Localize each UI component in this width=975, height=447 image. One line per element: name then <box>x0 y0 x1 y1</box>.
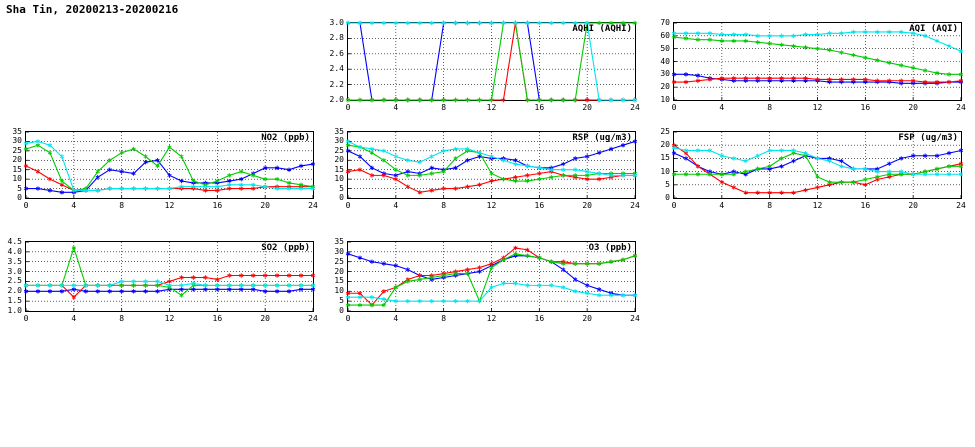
y-tick-label: 50 <box>660 43 670 53</box>
chart-panel-aqhi <box>329 18 640 115</box>
x-tick-label: 20 <box>582 314 592 323</box>
x-tick-label: 0 <box>345 103 351 112</box>
chart-panel-so2 <box>7 237 318 326</box>
x-tick-label: 20 <box>260 201 270 210</box>
x-tick-label: 16 <box>212 314 223 323</box>
y-tick-label: 2.8 <box>329 33 344 43</box>
x-tick-label: 20 <box>582 103 592 112</box>
plot-title: SO2 (ppb) <box>261 243 310 253</box>
y-tick-label: 1.0 <box>7 306 22 315</box>
x-tick-label: 0 <box>23 314 29 323</box>
x-tick-label: 8 <box>119 201 125 210</box>
y-tick-label: 10 <box>334 174 344 184</box>
x-tick-label: 16 <box>534 314 545 323</box>
x-tick-label: 20 <box>908 103 918 112</box>
y-tick-label: 25 <box>334 256 344 266</box>
y-tick-label: 5 <box>17 183 22 193</box>
x-tick-label: 4 <box>393 314 399 323</box>
y-tick-label: 20 <box>334 155 344 165</box>
y-tick-label: 5 <box>339 183 344 193</box>
x-tick-label: 0 <box>671 103 677 112</box>
x-tick-label: 4 <box>393 201 399 210</box>
y-tick-label: 20 <box>660 82 670 92</box>
x-tick-label: 20 <box>260 314 270 323</box>
chart-panel-no2 <box>12 127 318 213</box>
x-tick-label: 16 <box>860 201 871 210</box>
plot-title: NO2 (ppb) <box>261 133 310 143</box>
plot-title: FSP (ug/m3) <box>898 133 958 143</box>
y-tick-label: 5 <box>665 179 670 189</box>
x-tick-label: 12 <box>486 314 497 323</box>
y-tick-label: 4.0 <box>7 246 22 256</box>
y-tick-label: 3.5 <box>7 256 22 266</box>
x-tick-label: 8 <box>441 314 447 323</box>
x-tick-label: 20 <box>908 201 918 210</box>
y-tick-label: 40 <box>660 56 670 66</box>
x-tick-label: 0 <box>23 201 29 210</box>
x-tick-label: 24 <box>308 201 318 210</box>
plot-title: O3 (ppb) <box>588 243 632 253</box>
y-tick-label: 25 <box>334 145 344 155</box>
x-tick-label: 16 <box>860 103 871 112</box>
y-tick-label: 20 <box>334 266 344 276</box>
x-tick-label: 12 <box>486 103 497 112</box>
x-tick-label: 24 <box>630 103 640 112</box>
y-tick-label: 0 <box>17 193 22 202</box>
y-tick-label: 25 <box>660 127 670 136</box>
y-tick-label: 4.5 <box>7 237 22 246</box>
y-tick-label: 20 <box>12 155 22 165</box>
x-tick-label: 24 <box>308 314 318 323</box>
x-tick-label: 4 <box>719 103 725 112</box>
x-tick-label: 8 <box>767 201 773 210</box>
y-tick-label: 15 <box>12 164 22 174</box>
plot-canvas <box>347 22 636 115</box>
y-tick-label: 10 <box>660 166 670 176</box>
plot-title: RSP (ug/m3) <box>572 133 632 143</box>
x-tick-label: 12 <box>164 201 175 210</box>
y-tick-label: 2.5 <box>7 276 22 286</box>
y-tick-label: 2.0 <box>329 95 344 104</box>
page-title: Sha Tin, 20200213-20200216 <box>6 3 179 16</box>
y-tick-label: 30 <box>12 136 22 146</box>
x-tick-label: 24 <box>630 314 640 323</box>
y-tick-label: 20 <box>660 140 670 150</box>
x-tick-label: 0 <box>671 201 677 210</box>
y-tick-label: 10 <box>660 95 670 104</box>
x-tick-label: 4 <box>71 201 77 210</box>
x-tick-label: 12 <box>812 201 823 210</box>
y-tick-label: 2.0 <box>7 286 22 296</box>
x-tick-label: 16 <box>534 103 545 112</box>
x-tick-label: 20 <box>582 201 592 210</box>
y-tick-label: 35 <box>334 127 344 136</box>
x-tick-label: 12 <box>812 103 823 112</box>
x-tick-label: 0 <box>345 314 351 323</box>
plot-title: AQHI (AQHI) <box>572 24 632 34</box>
y-tick-label: 3.0 <box>329 18 344 27</box>
x-tick-label: 24 <box>956 201 966 210</box>
x-tick-label: 16 <box>534 201 545 210</box>
x-tick-label: 4 <box>71 314 77 323</box>
y-tick-label: 30 <box>334 246 344 256</box>
x-tick-label: 24 <box>956 103 966 112</box>
y-tick-label: 0 <box>665 193 670 202</box>
chart-panel-o3 <box>334 237 640 326</box>
x-tick-label: 8 <box>119 314 125 323</box>
data-series <box>346 252 637 308</box>
y-tick-label: 2.6 <box>329 48 344 58</box>
y-tick-label: 70 <box>660 18 670 27</box>
grid-lines <box>348 23 635 100</box>
y-tick-label: 25 <box>12 145 22 155</box>
y-tick-label: 3.0 <box>7 266 22 276</box>
y-tick-label: 30 <box>660 69 670 79</box>
x-tick-label: 12 <box>486 201 497 210</box>
y-tick-label: 15 <box>334 164 344 174</box>
y-tick-label: 1.5 <box>7 296 22 306</box>
x-tick-label: 0 <box>345 201 351 210</box>
x-tick-label: 8 <box>441 201 447 210</box>
y-tick-label: 15 <box>334 276 344 286</box>
x-tick-label: 24 <box>630 201 640 210</box>
x-tick-label: 4 <box>393 103 399 112</box>
x-tick-label: 4 <box>719 201 725 210</box>
y-tick-label: 30 <box>334 136 344 146</box>
y-tick-label: 60 <box>660 30 670 40</box>
y-tick-label: 15 <box>660 153 670 163</box>
plot-title: AQI (AQI) <box>909 24 958 34</box>
y-tick-label: 10 <box>334 286 344 296</box>
y-tick-label: 5 <box>339 296 344 306</box>
x-tick-label: 16 <box>212 201 223 210</box>
y-tick-label: 35 <box>334 237 344 246</box>
chart-panel-fsp <box>660 127 966 213</box>
y-tick-label: 0 <box>339 306 344 315</box>
plot-canvas <box>673 22 962 115</box>
chart-panel-aqi <box>660 18 966 115</box>
x-tick-label: 8 <box>767 103 773 112</box>
x-tick-label: 8 <box>441 103 447 112</box>
y-tick-label: 2.4 <box>329 64 344 74</box>
y-tick-label: 35 <box>12 127 22 136</box>
y-tick-label: 10 <box>12 174 22 184</box>
x-tick-label: 12 <box>164 314 175 323</box>
y-tick-label: 2.2 <box>329 79 344 89</box>
y-tick-label: 0 <box>339 193 344 202</box>
chart-panel-rsp <box>334 127 640 213</box>
